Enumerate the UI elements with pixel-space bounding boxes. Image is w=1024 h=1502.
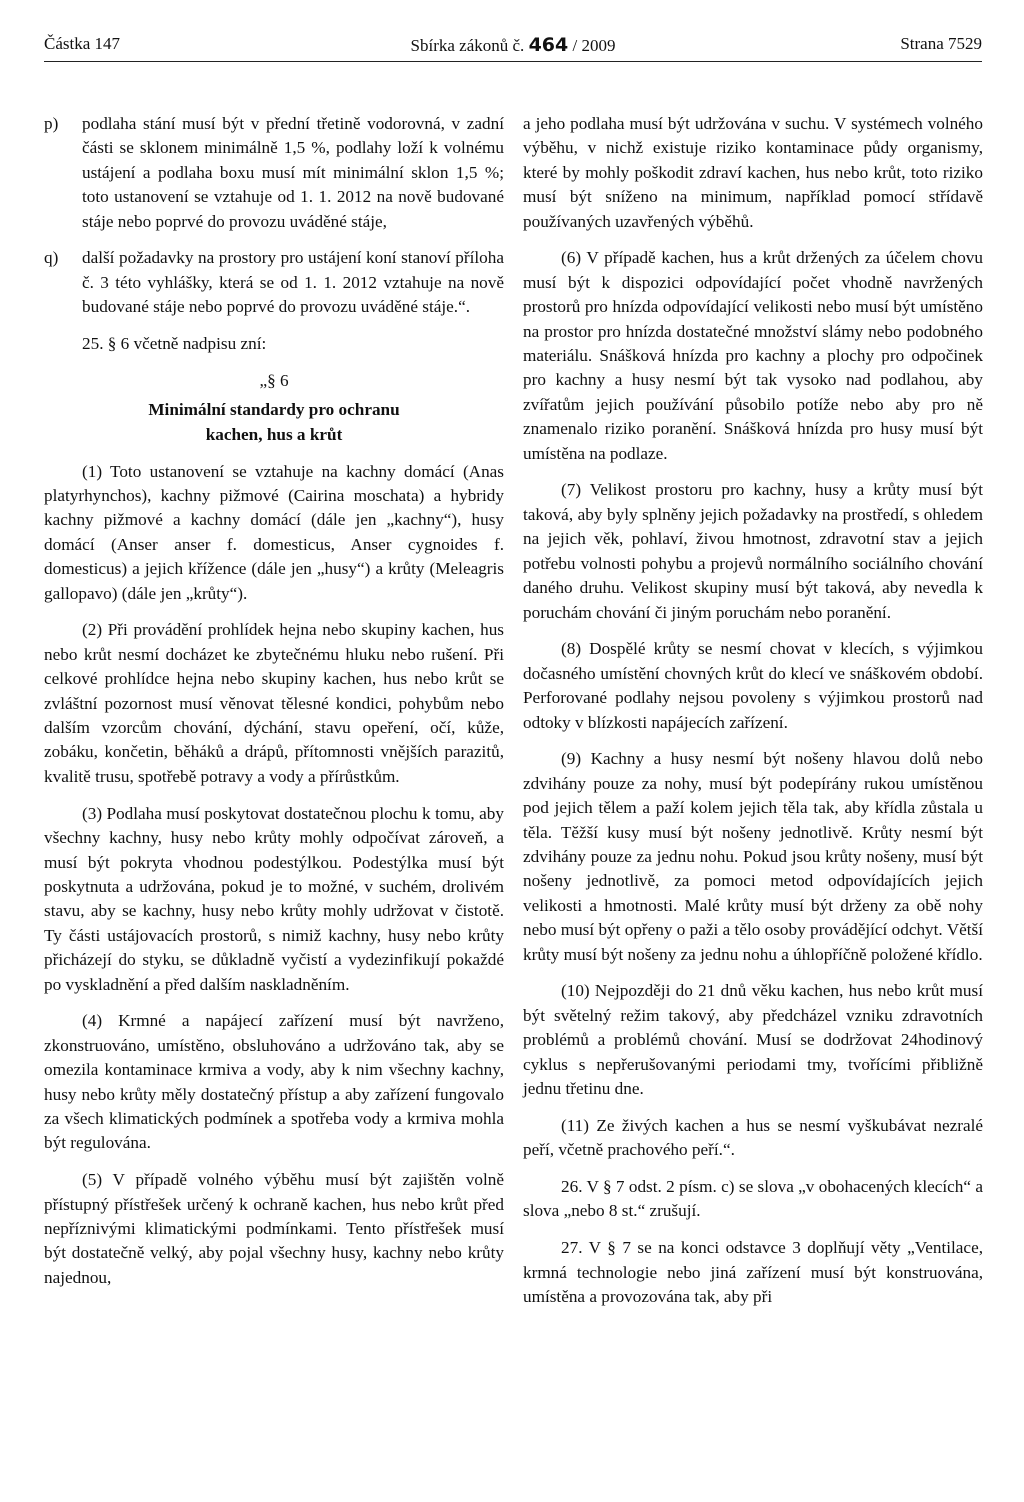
amendment-point-26: 26. V § 7 odst. 2 písm. c) se slova „v obohacených klecích“ a slova „nebo 8 st.“ zrušují. <box>523 1176 983 1221</box>
paragraph-4: (4) Krmné a napájecí zařízení musí být navrženo, zkonstruováno, umístěno, obsluhováno a udržováno tak, aby se omezila kontaminace krmiva a vody, aby k nim všechny kachny, husy nebo krůty měly dostatečný přístup a aby zařízení fungovalo za všech klimatických podmínek a spotřeba vody a krmiva mohla být regulována. <box>44 1011 504 1153</box>
list-item-q <box>44 246 504 319</box>
paragraph-11: (11) Ze živých kachen a hus se nesmí vyškubávat nezralé peří, včetně prachového peří.“. <box>523 1115 983 1160</box>
amendment-point-27: 27. V § 7 se na konci odstavce 3 doplňují věty „Ventilace, krmná technologie nebo jiná zařízení musí být konstruována, umístěna a provozována tak, aby při <box>523 1238 983 1306</box>
paragraph-8: (8) Dospělé krůty se nesmí chovat v klecích, s výjimkou dočasného umístění chovných krůt do klecí ve snáškovém období. Perforované podlahy nejsou povoleny s výjimkou prostorů nad odtoky v blízkosti napájecích zařízení. <box>523 639 983 732</box>
right-column <box>523 112 983 1322</box>
page-number: Strana 7529 <box>900 34 982 53</box>
item-mark: p) <box>44 114 59 133</box>
item-mark: q) <box>44 248 59 268</box>
list-item-p <box>44 112 504 234</box>
amendment-point-25: 25. § 6 včetně nadpisu zní: <box>82 334 267 354</box>
collection-label: Sbírka zákonů č. <box>410 36 525 55</box>
collection-title <box>44 34 982 56</box>
page-header <box>44 34 982 60</box>
paragraph-1: (1) Toto ustanovení se vztahuje na kachny domácí (Anas platyrhynchos), kachny pižmové (Cairina moschata) a hybridy kachny pižmové a kachny domácí (dále jen „kachny“), husy domácí (Anser anser f. domesticus, Anser cygnoides f. domesticus) a jejich křížence (dále jen „husy“) a krůty (Meleagris gallopavo) (dále jen „krůty“). <box>44 461 504 603</box>
paragraph-3: (3) Podlaha musí poskytovat dostatečnou plochu k tomu, aby všechny kachny, husy nebo krůty mohly odpočívat zároveň, a musí být pokryta vhodnou podestýlkou. Podestýlka musí být poskytnuta a udržována, pokud je to možné, v suchém, drolivém stavu, aby se kachny, husy nebo krůty mohly udržovat v čistotě. Ty části ustájovacích prostorů, s nimiž kachny, husy nebo krůty přicházejí do styku, se důkladně vyčistí a vydezinfikují pokaždé po vyskladnění a před dalším naskladněním. <box>44 803 504 994</box>
paragraph-10: (10) Nejpozději do 21 dnů věku kachen, hus nebo krůt musí být světelný režim takový, aby předcházel vzniku zdravotních problémů a problémů chování. Musí se dodržovat 24hodinový cyklus s nepřerušovanými periodami tmy, tvořícími přibližně jednu třetinu dne. <box>523 981 983 1098</box>
section-heading <box>44 397 504 447</box>
heading-line-1: Minimální standardy pro ochranu <box>148 400 400 420</box>
left-column <box>44 112 504 1303</box>
paragraph-5-continued: a jeho podlaha musí být udržována v suchu. V systémech volného výběhu, v nichž existuje riziko kontaminace půdy organismy, které by mohly poškodit zdraví kachen, hus nebo krůt, toto riziko musí být sníženo na minimum, například pomocí střídavě používaných uzavřených výběhů. <box>523 114 983 231</box>
item-text: další požadavky na prostory pro ustájení koní stanoví příloha č. 3 této vyhlášky, která se od 1. 1. 2012 vztahuje na nově budované stáje nebo poprvé do provozu uváděné stáje.“. <box>82 248 504 317</box>
header-rule <box>44 61 982 62</box>
law-number: 464 <box>528 34 569 56</box>
law-year: / 2009 <box>572 36 616 55</box>
paragraph-7: (7) Velikost prostoru pro kachny, husy a krůty musí být taková, aby byly splněny jejich požadavky na prostředí, s ohledem na jejich věk, pohlaví, živou hmotnost, zdravotní stav a jejich potřebu volnosti pohybu a projevů normálního sociálního chování daného druhu. Velikost skupiny musí být taková, aby nevedla k poruchám chování či jiným poruchám nebo poranění. <box>523 480 983 622</box>
heading-line-2: kachen, hus a krůt <box>205 425 343 445</box>
paragraph-6: (6) V případě kachen, hus a krůt držených za účelem chovu musí být k dispozici odpovídající počet vhodně navržených prostorů pro hnízda odpovídající velikosti nebo musí být umístěno na prostor pro hnízda dostatečné množství slámy nebo podobného materiálu. Snášková hnízda pro kachny a plochy pro odpočinek pro kachny a husy nesmí být tak vysoko nad podlahou, aby zvířatům jejich používání působilo potíže nebo aby pro ně znamenalo riziko poranění. Snášková hnízda pro husy musí být umístěna na podlaze. <box>523 248 983 463</box>
item-text: podlaha stání musí být v přední třetině vodorovná, v zadní části se sklonem minimálně 1,5 %, podlahy loží k volnému ustájení a podlaha boxu musí mít minimální sklon 1,5 %; toto ustanovení se vztahuje od 1. 1. 2012 na nově budované stáje nebo poprvé do provozu uváděné stáje, <box>82 114 504 231</box>
issue-number: Částka 147 <box>44 34 121 53</box>
section-mark: „§ 6 <box>259 370 289 390</box>
paragraph-2: (2) Při provádění prohlídek hejna nebo skupiny kachen, hus nebo krůt nesmí docházet ke zbytečnému hluku nebo rušení. Při celkové prohlídce hejna nebo skupiny kachen, hus nebo krůt se zvláštní pozornost musí věnovat tělesné kondici, pohybům nebo dalším vzorcům chování, dýchání, stavu opeření, očí, kůže, zobáku, končetin, běháků a drápů, přítomnosti vnějších parazitů, kvalitě trusu, spotřebě potravy a vody a přírůstkům. <box>44 620 504 786</box>
paragraph-9: (9) Kachny a husy nesmí být nošeny hlavou dolů nebo zdvihány pouze za nohy, musí být podepírány rukou umístěnou pod jejich tělem a paží kolem jejich těla tak, aby křídla zůstala u těla. Těžší kusy musí být nošeny jednotlivě. Krůty nesmí být zdvihány pouze za jednu nohu. Pokud jsou krůty nošeny, musí být nošeny jednotlivě, za pomoci metod odpovídajících jejich velikosti a hmotnosti. Malé krůty musí být drženy za obě nohy nebo musí být opřeny o paži a tělo osoby provádějící odchyt. Větší krůty musí být nošeny za jednu nohu a úhlopříčně položené křídlo. <box>523 749 983 964</box>
paragraph-5: (5) V případě volného výběhu musí být zajištěn volně přístupný přístřešek určený k ochraně kachen, hus nebo krůt před nepříznivými klimatickými podmínkami. Tento přístřešek musí být dostatečně velký, aby pojal všechny husy, kachny nebo krůty najednou, <box>44 1170 504 1287</box>
